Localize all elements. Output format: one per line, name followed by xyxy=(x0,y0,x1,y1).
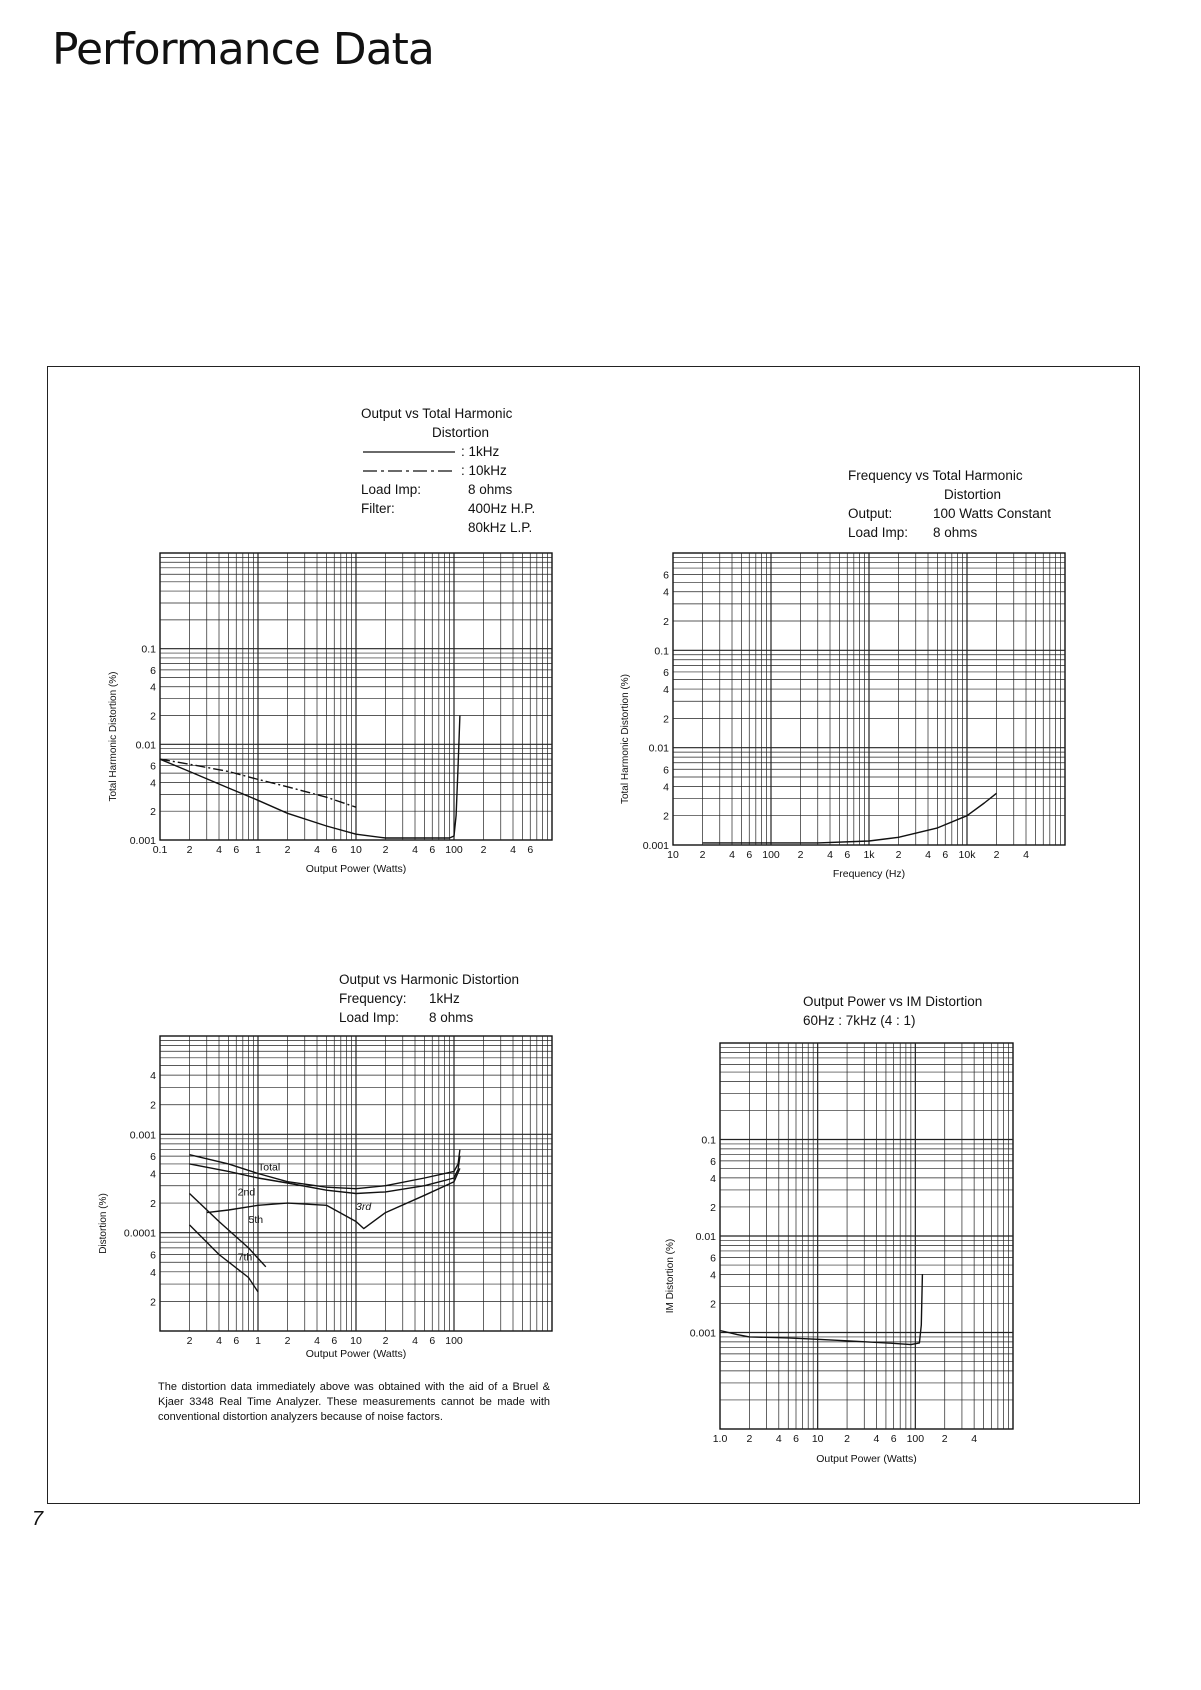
y-tick-label: 0.001 xyxy=(689,1327,716,1340)
x-axis-label: Frequency (Hz) xyxy=(832,868,906,880)
y-tick-label: 6 xyxy=(663,764,669,777)
chart-1-title-line-1: Output vs Total Harmonic xyxy=(361,406,513,421)
x-tick-label: 1k xyxy=(863,849,875,861)
y-tick-label: 2 xyxy=(150,806,156,819)
x-tick-label: 2 xyxy=(699,849,706,861)
y-tick-label: 4 xyxy=(150,1266,156,1279)
condition-label: Load Imp: xyxy=(848,525,909,540)
x-tick-label: 2 xyxy=(284,1335,291,1347)
legend-label-1khz: : 1kHz xyxy=(461,444,500,459)
chart-2-title-line-1: Frequency vs Total Harmonic xyxy=(848,468,1023,483)
x-tick-label: 6 xyxy=(844,849,851,861)
y-tick-label: 6 xyxy=(150,1249,156,1262)
y-tick-label: 0.01 xyxy=(695,1231,716,1243)
x-tick-label: 6 xyxy=(233,1335,240,1347)
y-tick-label: 6 xyxy=(710,1155,716,1168)
y-tick-label: 0.0001 xyxy=(123,1227,156,1240)
condition-value: 1kHz xyxy=(429,991,460,1006)
y-tick-label: 4 xyxy=(150,777,156,790)
x-tick-label: 2 xyxy=(382,1335,389,1347)
condition-label: Load Imp: xyxy=(361,482,422,497)
y-tick-label: 4 xyxy=(663,586,669,599)
series-line xyxy=(720,1274,922,1344)
x-tick-label: 4 xyxy=(729,849,735,861)
y-tick-label: 0.1 xyxy=(701,1134,716,1147)
x-tick-label: 4 xyxy=(827,849,833,861)
y-tick-label: 4 xyxy=(663,781,669,794)
x-tick-label: 2 xyxy=(797,849,804,861)
x-tick-label: 1 xyxy=(255,1335,261,1347)
y-tick-label: 6 xyxy=(710,1252,716,1265)
series-label: Total xyxy=(258,1161,281,1174)
condition-value: 80kHz L.P. xyxy=(468,520,533,535)
page-title: Performance Data xyxy=(52,24,434,75)
y-tick-label: 4 xyxy=(150,1168,156,1181)
plot-grid xyxy=(720,1043,1013,1429)
y-tick-label: 0.1 xyxy=(654,645,669,658)
y-tick-label: 0.01 xyxy=(648,742,669,755)
x-tick-label: 6 xyxy=(793,1433,799,1445)
x-axis-label: Output Power (Watts) xyxy=(305,863,407,875)
x-tick-label: 10 xyxy=(811,1433,824,1445)
y-tick-label: 2 xyxy=(150,1198,156,1211)
x-tick-label: 4 xyxy=(216,1335,222,1347)
y-axis-label: IM Distortion (%) xyxy=(665,1238,676,1314)
y-tick-label: 2 xyxy=(663,616,669,629)
y-tick-label: 0.01 xyxy=(135,739,156,752)
y-tick-label: 0.001 xyxy=(129,835,156,847)
x-tick-label: 1 xyxy=(255,844,261,856)
x-tick-label: 10 xyxy=(350,844,362,856)
y-axis-label: Distortion (%) xyxy=(98,1193,109,1254)
chart-4-title-line-1: Output Power vs IM Distortion xyxy=(803,994,983,1009)
y-tick-label: 2 xyxy=(710,1201,716,1214)
chart-2-title-line-2: Distortion xyxy=(944,487,1002,502)
series-label: 5th xyxy=(248,1214,264,1227)
x-axis-label: Output Power (Watts) xyxy=(816,1453,917,1465)
y-tick-label: 4 xyxy=(663,684,669,697)
x-tick-label: 6 xyxy=(942,849,949,861)
x-tick-label: 4 xyxy=(412,844,418,856)
x-tick-label: 2 xyxy=(895,849,902,861)
y-axis-label: Total Harmonic Distortion (%) xyxy=(108,671,119,802)
y-tick-label: 0.1 xyxy=(141,643,156,656)
y-tick-label: 4 xyxy=(710,1269,716,1282)
x-tick-label: 6 xyxy=(746,849,753,861)
x-tick-label: 4 xyxy=(1023,849,1029,861)
chart-3-title-line-1: Output vs Harmonic Distortion xyxy=(339,972,520,987)
x-tick-label: 10 xyxy=(667,849,679,861)
x-tick-label: 2 xyxy=(186,844,193,856)
y-axis-label: Total Harmonic Distortion (%) xyxy=(620,673,631,805)
x-tick-label: 4 xyxy=(510,844,516,856)
condition-label: Filter: xyxy=(361,501,395,516)
series-label: 3rd xyxy=(356,1201,372,1214)
x-tick-label: 4 xyxy=(412,1335,418,1347)
x-tick-label: 10k xyxy=(958,849,976,861)
y-tick-label: 4 xyxy=(150,1070,156,1083)
x-tick-label: 4 xyxy=(971,1433,978,1445)
y-tick-label: 2 xyxy=(663,713,669,726)
x-tick-label: 0.1 xyxy=(152,844,168,856)
x-tick-label: 4 xyxy=(925,849,931,861)
y-tick-label: 6 xyxy=(150,1151,156,1164)
x-tick-label: 2 xyxy=(284,844,291,856)
y-tick-label: 6 xyxy=(150,760,156,773)
measurement-note: The distortion data immediately above was obtained with the aid of a Bruel & Kjaer 3348 Real Time Analyzer. These measurements cannot be made with conventional distortion analyzers because of noise factors. xyxy=(158,1381,550,1423)
x-tick-label: 4 xyxy=(775,1433,782,1445)
x-tick-label: 4 xyxy=(216,844,222,856)
condition-value: 8 ohms xyxy=(933,525,978,540)
y-tick-label: 2 xyxy=(710,1298,716,1311)
series-label: 7th xyxy=(237,1251,253,1264)
condition-label: Output: xyxy=(848,506,893,521)
condition-value: 8 ohms xyxy=(429,1010,474,1025)
x-tick-label: 100 xyxy=(906,1433,925,1445)
x-tick-label: 100 xyxy=(445,1335,463,1347)
x-tick-label: 2 xyxy=(993,849,1000,861)
x-axis-label: Output Power (Watts) xyxy=(305,1348,407,1360)
x-tick-label: 6 xyxy=(429,1335,436,1347)
x-tick-label: 4 xyxy=(314,844,320,856)
y-tick-label: 2 xyxy=(150,1099,156,1112)
y-tick-label: 6 xyxy=(663,666,669,679)
x-tick-label: 6 xyxy=(233,844,240,856)
y-tick-label: 0.001 xyxy=(129,1129,156,1142)
y-tick-label: 4 xyxy=(710,1172,716,1185)
y-tick-label: 2 xyxy=(663,810,669,823)
series-label: 2nd xyxy=(237,1186,256,1199)
chart-1-title-line-2: Distortion xyxy=(432,425,490,440)
x-tick-label: 100 xyxy=(762,849,780,861)
condition-label: Frequency: xyxy=(339,991,407,1006)
legend-label-10khz: : 10kHz xyxy=(461,463,507,478)
x-tick-label: 6 xyxy=(331,844,338,856)
y-tick-label: 6 xyxy=(150,664,156,677)
x-tick-label: 2 xyxy=(480,844,487,856)
y-tick-label: 2 xyxy=(150,710,156,723)
condition-value: 400Hz H.P. xyxy=(468,501,536,516)
condition-value: 8 ohms xyxy=(468,482,513,497)
x-tick-label: 6 xyxy=(429,844,436,856)
chart-4-title-line-2: 60Hz : 7kHz (4 : 1) xyxy=(803,1013,916,1028)
x-tick-label: 4 xyxy=(873,1433,880,1445)
x-tick-label: 2 xyxy=(186,1335,193,1347)
x-tick-label: 1.0 xyxy=(712,1433,728,1445)
condition-label: Load Imp: xyxy=(339,1010,400,1025)
x-tick-label: 2 xyxy=(941,1433,948,1445)
x-tick-label: 6 xyxy=(331,1335,338,1347)
y-tick-label: 6 xyxy=(663,569,669,582)
y-tick-label: 0.001 xyxy=(642,840,669,852)
page-number: 7 xyxy=(32,1508,44,1530)
x-tick-label: 6 xyxy=(890,1433,897,1445)
x-tick-label: 2 xyxy=(382,844,389,856)
x-tick-label: 4 xyxy=(314,1335,320,1347)
x-tick-label: 100 xyxy=(445,844,463,856)
x-tick-label: 10 xyxy=(350,1335,362,1347)
x-tick-label: 2 xyxy=(844,1433,850,1445)
condition-value: 100 Watts Constant xyxy=(933,506,1052,521)
y-tick-label: 4 xyxy=(150,681,156,694)
x-tick-label: 6 xyxy=(527,844,534,856)
x-tick-label: 2 xyxy=(746,1433,753,1445)
y-tick-label: 2 xyxy=(150,1296,156,1309)
